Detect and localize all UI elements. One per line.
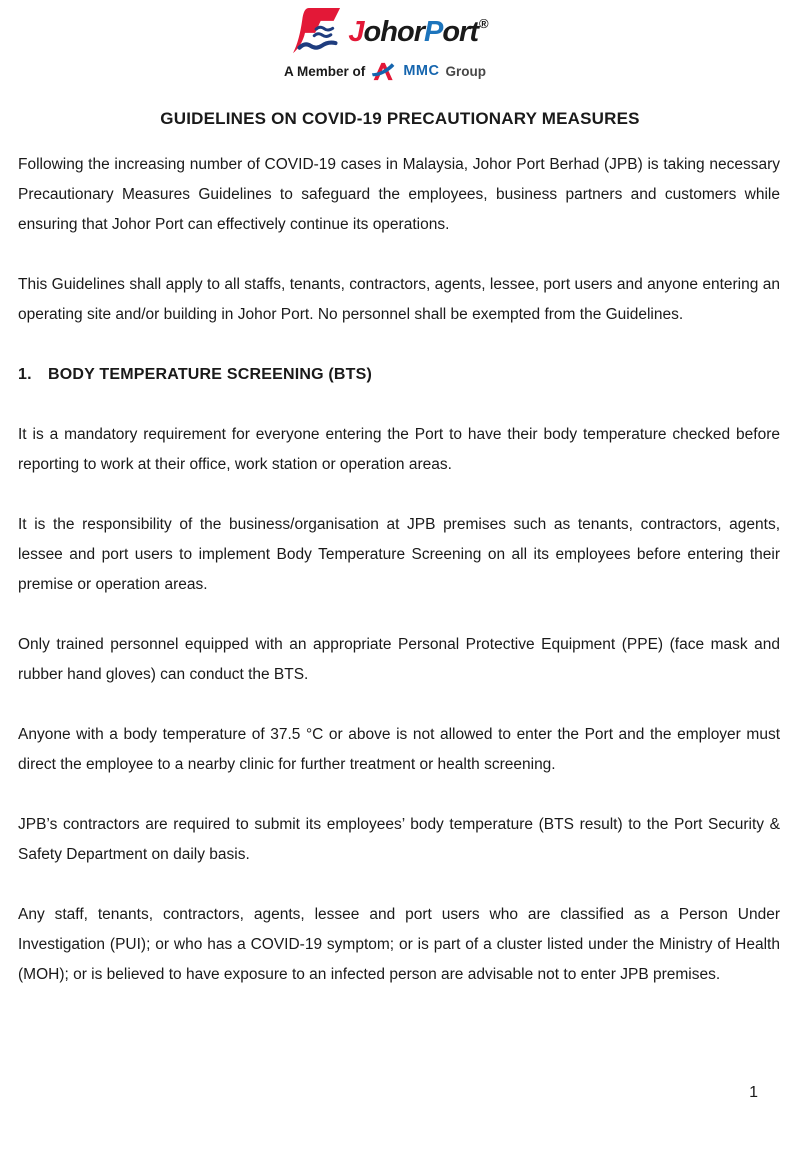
section-1-paragraph-6: Any staff, tenants, contractors, agents, lessee and port users who are classified as a Person Under Investigation (PUI); or who has a COVID-19 symptom; or is part of a cluster listed under the Ministry of Health (MOH); or is believed to have exposure to an infected person are advisable not to enter JPB premises. — [18, 906, 780, 983]
johorport-flag-icon — [293, 7, 341, 57]
section-1-paragraph-5: JPB’s contractors are required to submit its employees’ body temperature (BTS result) to the Port Security & Safety Department on daily basis. — [18, 816, 780, 863]
section-1-paragraph-3: Only trained personnel equipped with an appropriate Personal Protective Equipment (PPE) (face mask and rubber hand gloves) can conduct the BTS. — [18, 636, 780, 683]
brand-letters-ohor: ohor — [363, 16, 424, 48]
tagline-prefix: A Member of — [284, 63, 366, 79]
letterhead — [0, 0, 800, 80]
brand-letter-p: P — [423, 16, 443, 48]
document-title: GUIDELINES ON COVID-19 PRECAUTIONARY MEASURES — [160, 109, 640, 128]
johorport-logo — [0, 6, 782, 58]
section-1-number: 1. — [18, 366, 32, 383]
tagline-group: Group — [445, 63, 486, 79]
brand-letter-j: J — [348, 16, 364, 48]
mmc-group-tagline — [0, 62, 770, 80]
section-1-heading-text: BODY TEMPERATURE SCREENING (BTS) — [48, 366, 373, 383]
mmc-logo-icon — [371, 62, 397, 81]
section-1-paragraph-4: Anyone with a body temperature of 37.5 °C or above is not allowed to enter the Port and the employer must direct the employee to a nearby clinic for further treatment or health screening. — [18, 726, 780, 773]
tagline-mmc: MMC — [403, 63, 440, 79]
brand-wordmark — [348, 17, 488, 47]
intro-paragraph-2: This Guidelines shall apply to all staffs, tenants, contractors, agents, lessee, port users and anyone entering an operating site and/or building in Johor Port. No personnel shall be exempted from the Guidelines. — [18, 276, 780, 323]
section-1-paragraph-1: It is a mandatory requirement for everyone entering the Port to have their body temperature checked before reporting to work at their office, work station or operation areas. — [18, 426, 780, 473]
page-number: 1 — [749, 1084, 758, 1101]
brand-letters-ort: ort — [442, 16, 478, 48]
document-body — [0, 150, 800, 990]
section-1-paragraph-2: It is the responsibility of the business/organisation at JPB premises such as tenants, contractors, agents, lessee and port users to implement Body Temperature Screening on all its employees before entering their premise or operation areas. — [18, 516, 780, 593]
section-1-heading — [18, 360, 780, 390]
registered-trademark-symbol: ® — [479, 16, 489, 31]
intro-paragraph-1: Following the increasing number of COVID-19 cases in Malaysia, Johor Port Berhad (JPB) is taking necessary Precautionary Measures Guidelines to safeguard the employees, business partners and customers while ensuring that Johor Port can effectively continue its operations. — [18, 156, 780, 233]
